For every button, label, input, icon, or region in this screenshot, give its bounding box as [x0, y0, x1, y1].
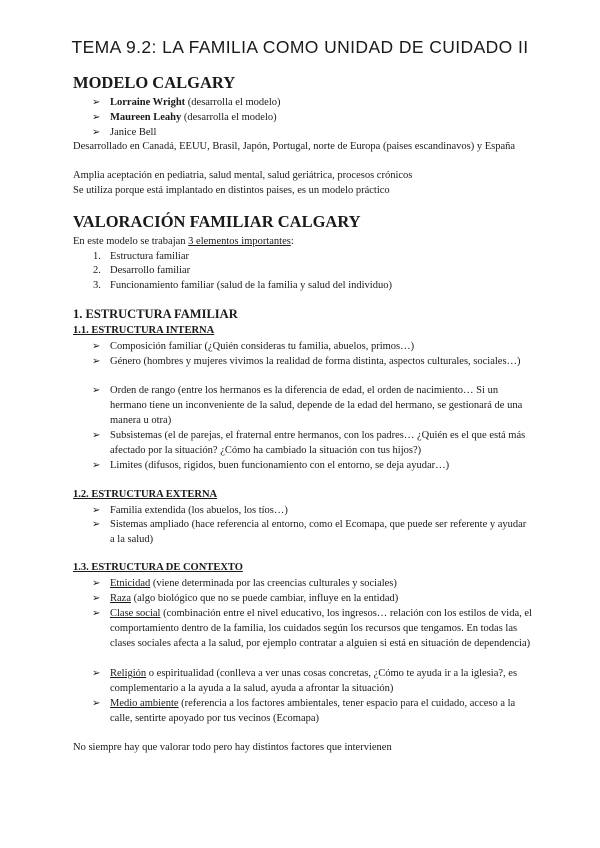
- numbered-item: 3. Funcionamiento familiar (salud de la familia y salud del individuo): [93, 280, 392, 291]
- arrow-bullet-icon: ➢: [92, 127, 101, 138]
- externa-heading: 1.2. ESTRUCTURA EXTERNA: [73, 489, 218, 500]
- list-item: ➢ Etnicidad (viene determinada por las creencias culturales y sociales): [92, 578, 397, 589]
- paragraph-reason: Se utiliza porque está implantado en distintos paises, es un modelo práctico: [73, 185, 390, 196]
- arrow-bullet-icon: ➢: [92, 578, 101, 589]
- document-title: TEMA 9.2: LA FAMILIA COMO UNIDAD DE CUIDADO II: [71, 37, 529, 57]
- list-item: ➢ Género (hombres y mujeres vivimos la realidad de forma distinta, aspectos culturales, sociales…): [92, 356, 521, 367]
- list-item: ➢ Limites (difusos, rigidos, buen funcionamiento con el entorno, se deja ayudar…): [92, 460, 450, 471]
- closing-paragraph: No siempre hay que valorar todo pero hay distintos factores que intervienen: [73, 742, 392, 753]
- list-item: ➢ Composición familiar (¿Quién consideras tu familia, abuelos, primos…): [92, 341, 415, 352]
- arrow-bullet-icon: ➢: [92, 356, 101, 367]
- estructura-heading: 1. ESTRUCTURA FAMILIAR: [73, 307, 238, 321]
- arrow-bullet-icon: ➢: [92, 97, 101, 108]
- arrow-bullet-icon: ➢: [92, 505, 101, 516]
- list-item: ➢ Clase social (combinación entre el nivel educativo, los ingresos… relación con los estilos de vida, el comportamiento dentro de la familia, los cuidados según los recursos que tengamos. En todas las clases sociales afecta a la salud, por ejemplo contratar a alguien si está en situación de dependencia): [92, 608, 532, 649]
- list-item: ➢ Subsistemas (el de parejas, el fraternal entre hermanos, con los padres… ¿Quién es el que está más afectado por la situación? ¿Cómo ha cambiado la situación con tus hijos?): [92, 430, 526, 456]
- arrow-bullet-icon: ➢: [92, 593, 101, 604]
- list-item: ➢ Orden de rango (entre los hermanos es la diferencia de edad, el orden de nacimiento… Si un hermano tiene un inconveniente de la salud, depende de la edad del hermano, se gestionará de una manera u otra): [92, 385, 523, 426]
- list-item: ➢ Medio ambiente (referencia a los factores ambientales, tener espacio para el cuidado, acceso a la calle, sentirte apoyado por tus vecinos (Ecomapa): [92, 698, 516, 724]
- numbered-item: 2. Desarrollo familiar: [93, 265, 191, 276]
- contexto-heading: 1.3. ESTRUCTURA DE CONTEXTO: [73, 562, 243, 573]
- list-item: ➢ Religión o espiritualidad (conlleva a ver unas cosas concretas, ¿Cómo te ayuda ir a la iglesia?, es complementario a la ayuda a la salud, ayuda a afrontar la situación): [92, 668, 518, 694]
- list-item: ➢ Janice Bell: [92, 127, 157, 138]
- arrow-bullet-icon: ➢: [92, 341, 101, 352]
- arrow-bullet-icon: ➢: [92, 112, 101, 123]
- interna-heading: 1.1. ESTRUCTURA INTERNA: [73, 325, 215, 336]
- paragraph-countries: Desarrollado en Canadá, EEUU, Brasil, Japón, Portugal, norte de Europa (paises escandinavos) y España: [73, 141, 516, 152]
- arrow-bullet-icon: ➢: [92, 668, 101, 679]
- modelo-calgary-heading: MODELO CALGARY: [73, 73, 236, 92]
- arrow-bullet-icon: ➢: [92, 608, 101, 619]
- numbered-item: 1. Estructura familiar: [93, 251, 190, 262]
- list-item: ➢ Lorraine Wright (desarrolla el modelo): [92, 97, 281, 108]
- valoracion-intro: En este modelo se trabajan 3 elementos importantes:: [73, 236, 294, 247]
- list-item: ➢ Sistemas ampliado (hace referencia al entorno, como el Ecomapa, que puede ser referente y ayudar a la salud): [92, 519, 527, 545]
- list-item: ➢ Raza (algo biológico que no se puede cambiar, influye en la entidad): [92, 593, 399, 604]
- list-item: ➢ Maureen Leahy (desarrolla el modelo): [92, 112, 277, 123]
- valoracion-heading: VALORACIÓN FAMILIAR CALGARY: [73, 212, 361, 231]
- arrow-bullet-icon: ➢: [92, 460, 101, 471]
- author-name: Maureen Leahy: [110, 112, 182, 123]
- paragraph-acceptance: Amplia aceptación en pediatria, salud mental, salud geriátrica, procesos crónicos: [73, 170, 413, 181]
- arrow-bullet-icon: ➢: [92, 430, 101, 441]
- arrow-bullet-icon: ➢: [92, 698, 101, 709]
- arrow-bullet-icon: ➢: [92, 385, 101, 396]
- arrow-bullet-icon: ➢: [92, 519, 101, 530]
- list-item: ➢ Familia extendida (los abuelos, los tíos…): [92, 505, 288, 516]
- author-name: Lorraine Wright: [110, 97, 186, 108]
